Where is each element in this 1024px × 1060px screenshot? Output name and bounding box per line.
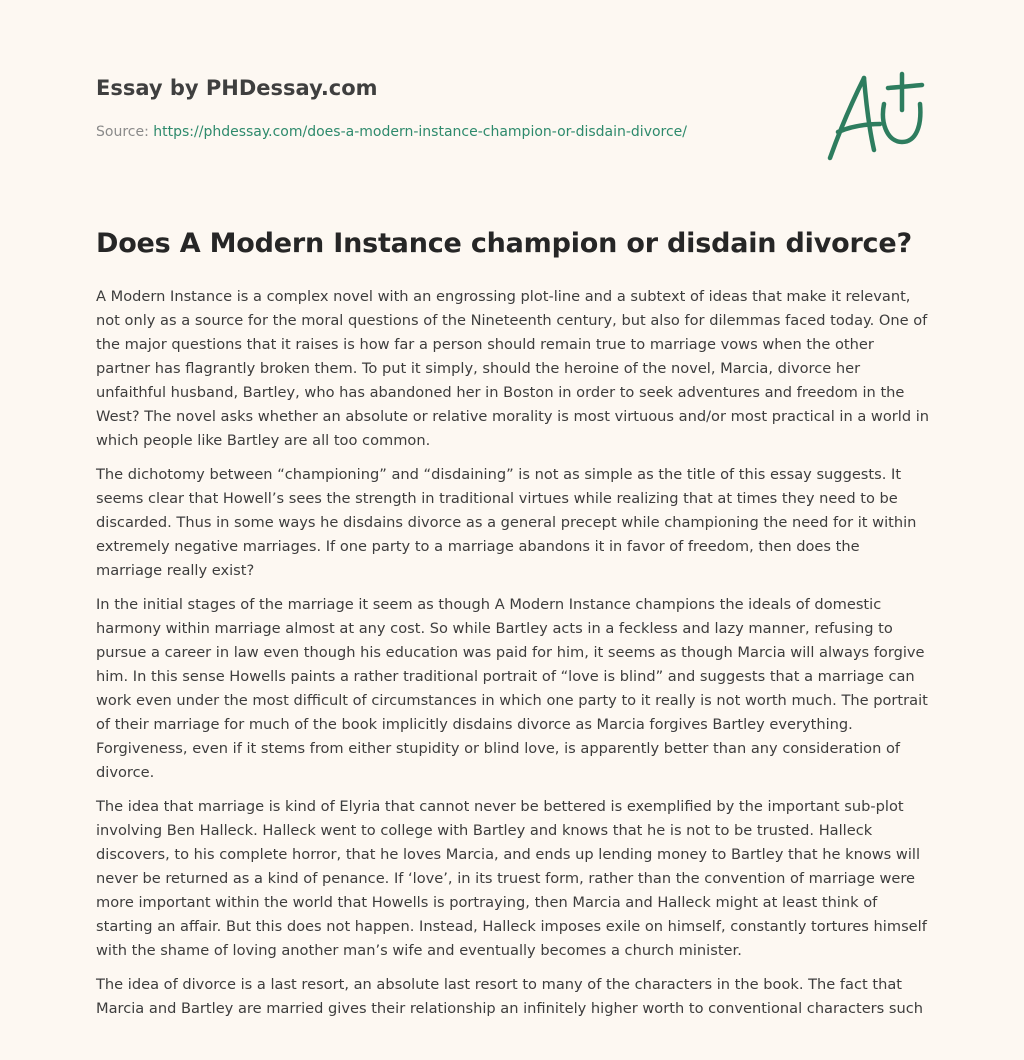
essay-paragraph: A Modern Instance is a complex novel with an engrossing plot-line and a subtext of ideas that make it relevant, not only as a source for the moral questions of the Nineteenth century, but also for dilemmas faced today. One of the major questions that it raises is how far a person should remain true to marriage vows when the other partner has flagrantly broken them. To put it simply, should the heroine of the novel, Marcia, divorce her unfaithful husband, Bartley, who has abandoned her in Boston in order to seek adventures and freedom in the West? The novel asks whether an absolute or relative morality is most virtuous and/or most practical in a world in which people like Bartley are all too common. (96, 288, 930, 449)
source-label: Source: (96, 124, 154, 140)
essay-paragraph: The dichotomy between “championing” and “disdaining” is not as simple as the title of this essay suggests. It seems clear that Howell’s sees the strength in traditional virtues while realizing that at times they need to be discarded. Thus in some ways he disdains divorce as a general precept while championing the need for it within extremely negative marriages. If one party to a marriage abandons it in favor of freedom, then does the marriage really exist? (96, 466, 917, 579)
source-line (96, 124, 687, 140)
a-plus-logo-icon (822, 68, 928, 164)
essay-paragraph: The idea that marriage is kind of Elyria that cannot never be bettered is exemplified by the important sub-plot involving Ben Halleck. Halleck went to college with Bartley and knows that he is not to be trusted. Halleck discovers, to his complete horror, that he loves Marcia, and ends up lending money to Bartley that he knows will never be returned as a kind of penance. If ‘love’, in its truest form, rather than the convention of marriage were more important within the world that Howells is portraying, then Marcia and Halleck might at least think of starting an affair. But this does not happen. Instead, Halleck imposes exile on himself, constantly tortures himself with the shame of loving another man’s wife and eventually becomes a church minister. (96, 798, 927, 959)
essay-body (96, 285, 930, 1031)
site-brand: Essay by PHDessay.com (96, 76, 378, 100)
source-link[interactable]: https://phdessay.com/does-a-modern-instance-champion-or-disdain-divorce/ (153, 124, 688, 140)
essay-paragraph: In the initial stages of the marriage it seem as though A Modern Instance champions the ideals of domestic harmony within marriage almost at any cost. So while Bartley acts in a feckless and lazy manner, refusing to pursue a career in law even though his education was paid for him, it seems as though Marcia will always forgive him. In this sense Howells paints a rather traditional portrait of “love is blind” and suggests that a marriage can work even under the most difficult of circumstances in which one party to it really is not worth much. The portrait of their marriage for much of the book implicitly disdains divorce as Marcia forgives Bartley everything. Forgiveness, even if it stems from either stupidity or blind love, is apparently better than any consideration of divorce. (96, 596, 928, 781)
essay-paragraph: The idea of divorce is a last resort, an absolute last resort to many of the characters in the book. The fact that Marcia and Bartley are married gives their relationship an infinitely higher worth to conventional characters such (96, 976, 924, 1017)
essay-title: Does A Modern Instance champion or disdain divorce? (96, 228, 912, 259)
